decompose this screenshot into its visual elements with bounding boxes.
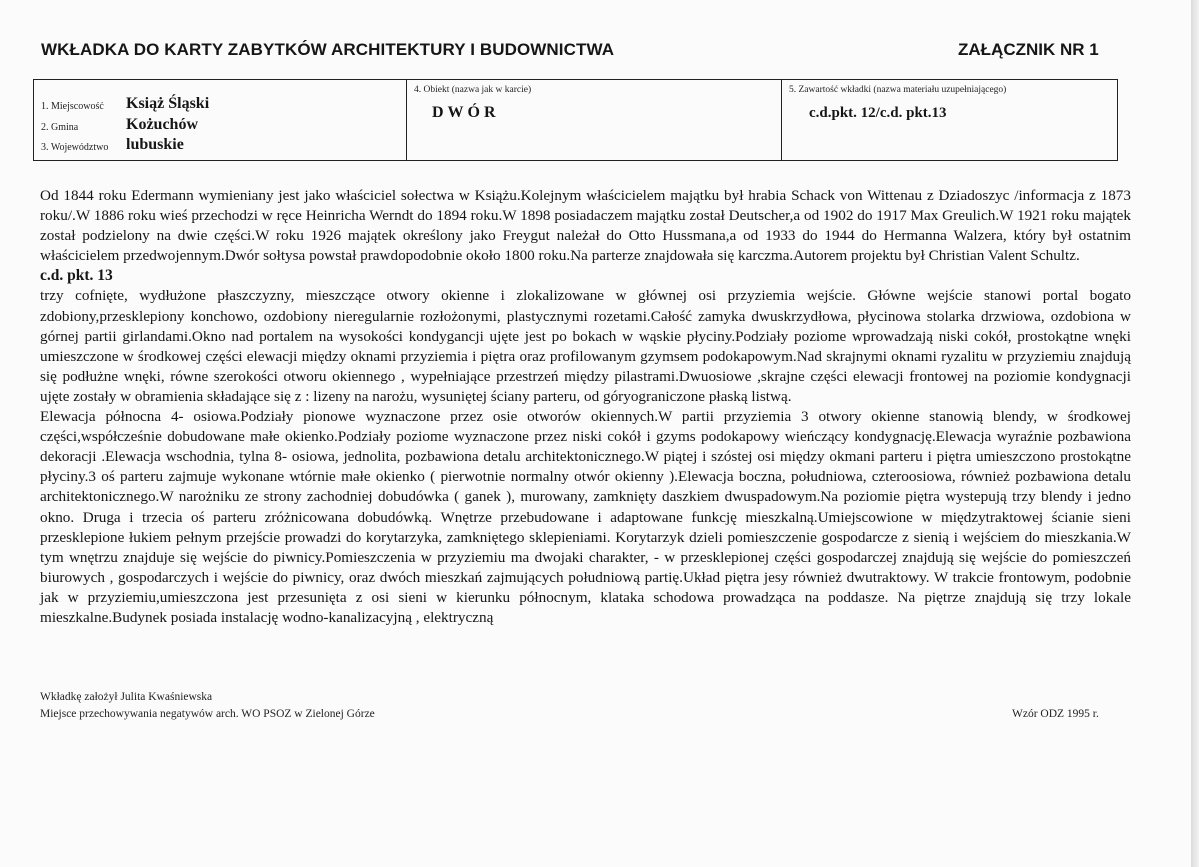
page-edge [1191, 0, 1199, 867]
location-label: 1. Miejscowość [41, 101, 104, 112]
elevations-interior-paragraph: Elewacja północna 4- osiowa.Podziały pionowe wyznaczone przez osie otworów okiennych.W partii przyziemia 3 otwory okienne stanowią blendy, w środkowej części,współcześnie dobudowane małe okienko.Podziały poziome wyznaczone przez niski cokół i gzyms podokapowy wieńczący kondygnację.Elewacja wyraźnie pozbawiona dekoracji .Elewacja wschodnia, tylna 8- osiowa, jednolita, pozbawiona detalu architektonicznego.W piątej i szóstej osi między okmani parteru i piętra umieszczono prostokątne płyciny.3 oś parteru zajmuje wykonane wtórnie małe okienko ( pierwotnie normalny otwór okienny ).Elewacja boczna, południowa, czteroosiowa, również pozbawiona detalu architektonicznego.W narożniku ze strony zachodniej dobudówka ( ganek ), murowany, zamknięty daszkiem dwuspadowym.Na poziomie piętra wystepują trzy blendy i jedno okno. Druga i trzecia oś parteru zróżnicowana dobudówką. Wnętrze przebudowane i adaptowane funkcję mieszkalną.Umiejscowione w międzytraktowej ścianie sieni przesklepione łukiem pełnym przejście prowadzi do korytarzyka, zamkniętego sklepieniami. Korytarzyk dzieli pomieszczenie gospodarcze z sienią i wejściem do mieszkania.W tym wnętrzu znajduje się wejście do piwnicy.Pomieszczenia w przyziemiu ma dwojaki charakter, - w przesklepionej części gospodarczej znajdują się wejście do pomieszczeń biurowych , gospodarczych i wejście do piwnicy, oraz dwóch mieszkań zajmujących południową partię.Układ piętra jesy również dwutraktowy. W trakcie frontowym, podobnie jak w przyziemiu,umieszczona jest przesunięta z osi sieni w kierunku północnym, klataka schodowa prowadząca na poddasze. Na piętrze znajdują się trzy lokale mieszkalne.Budynek posiada instalację wodno-kanalizacyjną , elektryczną [40, 408, 1131, 626]
description-text [40, 186, 1131, 628]
form-header-box [33, 79, 1118, 161]
voivodeship-label: 3. Województwo [41, 142, 109, 153]
facade-paragraph: trzy cofnięte, wydłużone płaszczyzny, mieszczące otwory okienne i zlokalizowane w głównej osi przyziemia wejście. Główne wejście stanowi portal bogato zdobiony,przesklepiony konchowo, ozdobiony nieregularnie rozłożonymi, plastycznymi rozetami.Całość zamyka dwuskrzydłowa, płycinowa stolarka drzwiowa, ozdobiona w górnej partii girlandami.Okno nad portalem na wysokości kondygancji ujęte jest po bokach w wąskie płyciny.Podziały poziome wprowadzają niski cokół, prostokątne wnęki umieszczone w środkowej części elewacji między oknami przyziemia i piętra oraz profilowanym gzymsem podokapowym.Nad skrajnymi oknami ryzalitu w przyziemiu znajdują się podłużne wnęki, równe szerokości otworu okiennego , wypełniające przestrzeń między pilastrami.Dwuosiowe ,skrajne części elewacji frontowej na poziomie kondygnacji ujęte zostały w obramienia składające się z : lizeny na narożu, wysuniętej ściany parteru, od góryograniczone płaską listwą. [40, 287, 1131, 405]
commune-label: 2. Gmina [41, 122, 79, 133]
object-label: 4. Obiekt (nazwa jak w karcie) [414, 85, 532, 95]
column-divider [781, 80, 782, 160]
storage-line: Miejsce przechowywania negatywów arch. WO PSOZ w Zielonej Górze [40, 708, 375, 720]
column-divider [406, 80, 407, 160]
annex-label: ZAŁĄCZNIK NR 1 [958, 40, 1099, 59]
location-value: Książ Śląski [126, 95, 210, 112]
document-title: WKŁADKA DO KARTY ZABYTKÓW ARCHITEKTURY I BUDOWNICTWA [41, 40, 615, 59]
content-label: 5. Zawartość wkładki (nazwa materiału uzupełniającego) [789, 85, 1007, 95]
template-line: Wzór ODZ 1995 r. [1012, 708, 1099, 720]
history-paragraph: Od 1844 roku Edermann wymieniany jest jako właściciel sołectwa w Książu.Kolejnym właścicielem majątku był hrabia Schack von Wittenau z Dziadoszyc /informacja z 1873 roku/.W 1886 roku wieś przechodzi w ręce Heinricha Werndt do 1894 roku.W 1898 posiadaczem majątku został Deutscher,a od 1902 do 1917 Max Greulich.W 1921 roku majątek został podzielony na dwie części.W roku 1926 majątek określony jako Freygut należał do Otto Hussmana,a od 1933 do 1944 do Hermanna Walzera, który był ostatnim właścicielem przedwojennym.Dwór sołtysa powstał prawdopodobnie około 1800 roku.Na parterze znajdowała się karczma.Autorem projektu był Christian Valent Schultz. [40, 187, 1131, 265]
commune-value: Kożuchów [126, 116, 198, 133]
voivodeship-value: lubuskie [126, 136, 184, 153]
content-value: c.d.pkt. 12/c.d. pkt.13 [809, 105, 947, 121]
author-line: Wkładkę założył Julita Kwaśniewska [40, 691, 213, 703]
section-subheading: c.d. pkt. 13 [40, 267, 113, 285]
object-value: DWÓR [432, 104, 500, 121]
